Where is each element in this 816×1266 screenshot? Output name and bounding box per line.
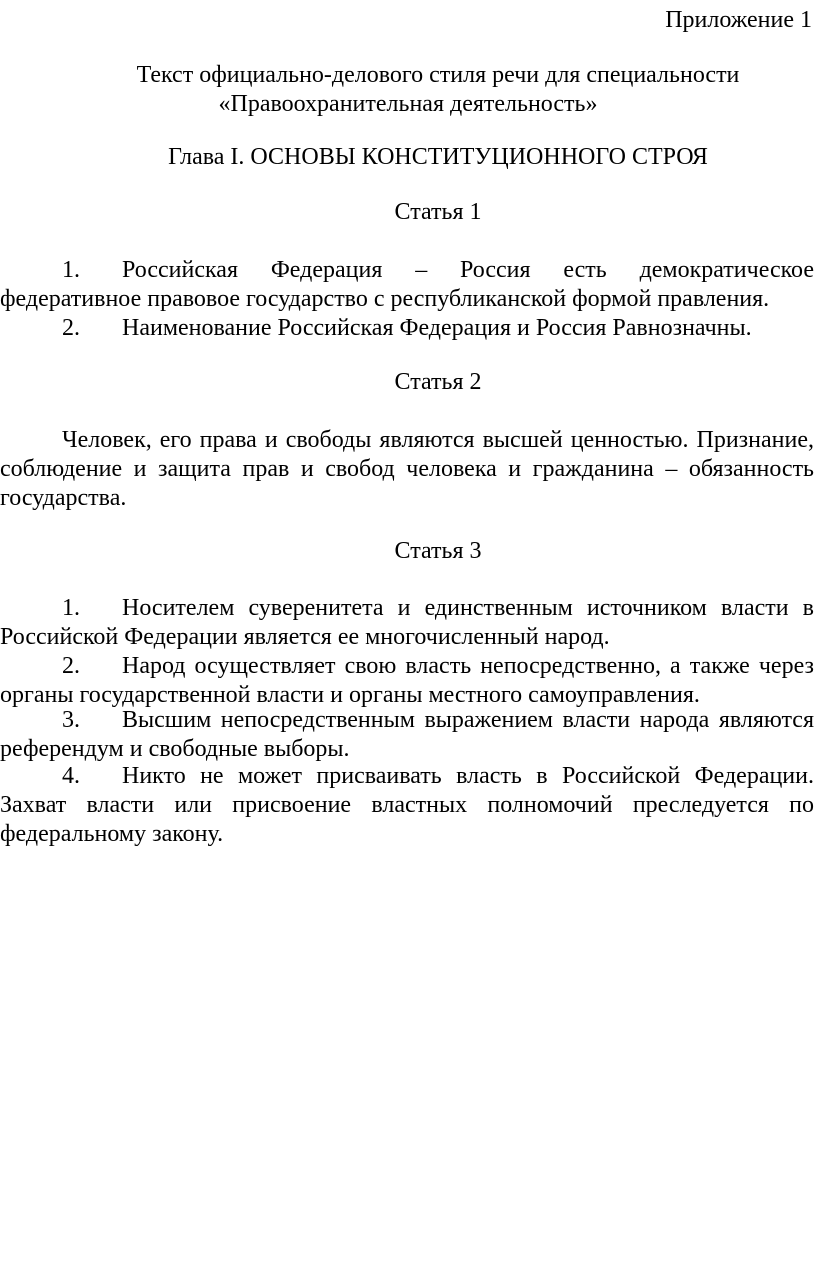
item-number: 2. [62, 653, 80, 679]
article-1-heading: Статья 1 [394, 199, 482, 225]
annex-label: Приложение 1 [665, 7, 812, 33]
article-2-text: Человек, его права и свободы являются высшей ценностью. Признание, соблюдение и защита прав и свобод человека и гражданина – обязанность государства. [0, 427, 814, 511]
article-1-item-2 [0, 314, 814, 343]
title-line-1: Текст официально-делового стиля речи для специальности [136, 62, 740, 88]
chapter-heading: Глава I. ОСНОВЫ КОНСТИТУЦИОННОГО СТРОЯ [168, 144, 708, 170]
item-text: Никто не может присваивать власть в Российской Федерации. Захват власти или присвоение властных полномочий преследуется по федеральному закону. [0, 763, 814, 847]
article-2-heading: Статья 2 [394, 369, 482, 395]
document-title [0, 61, 816, 119]
item-number: 4. [62, 763, 80, 789]
item-number: 2. [62, 315, 80, 341]
item-text: Российская Федерация – Россия есть демократическое федеративное правовое государство с республиканской формой правления. [0, 257, 814, 312]
article-3-item-1 [0, 594, 814, 652]
article-3-item-4 [0, 762, 814, 849]
item-number: 3. [62, 707, 80, 733]
title-line-2: «Правоохранительная деятельность» [218, 91, 598, 117]
article-3-heading: Статья 3 [394, 538, 482, 564]
item-text: Высшим непосредственным выражением власти народа являются референдум и свободные выборы. [0, 707, 814, 762]
item-number: 1. [62, 595, 80, 621]
article-1-item-1 [0, 256, 814, 314]
item-text: Носителем суверенитета и единственным источником власти в Российской Федерации является ее многочисленный народ. [0, 595, 814, 650]
item-text: Народ осуществляет свою власть непосредственно, а также через органы государственной власти и органы местного самоуправления. [0, 653, 814, 708]
item-text: Наименование Российская Федерация и Россия Равнозначны. [122, 315, 752, 341]
item-number: 1. [62, 257, 80, 283]
article-3-item-2 [0, 652, 814, 710]
article-3-item-3 [0, 706, 814, 764]
